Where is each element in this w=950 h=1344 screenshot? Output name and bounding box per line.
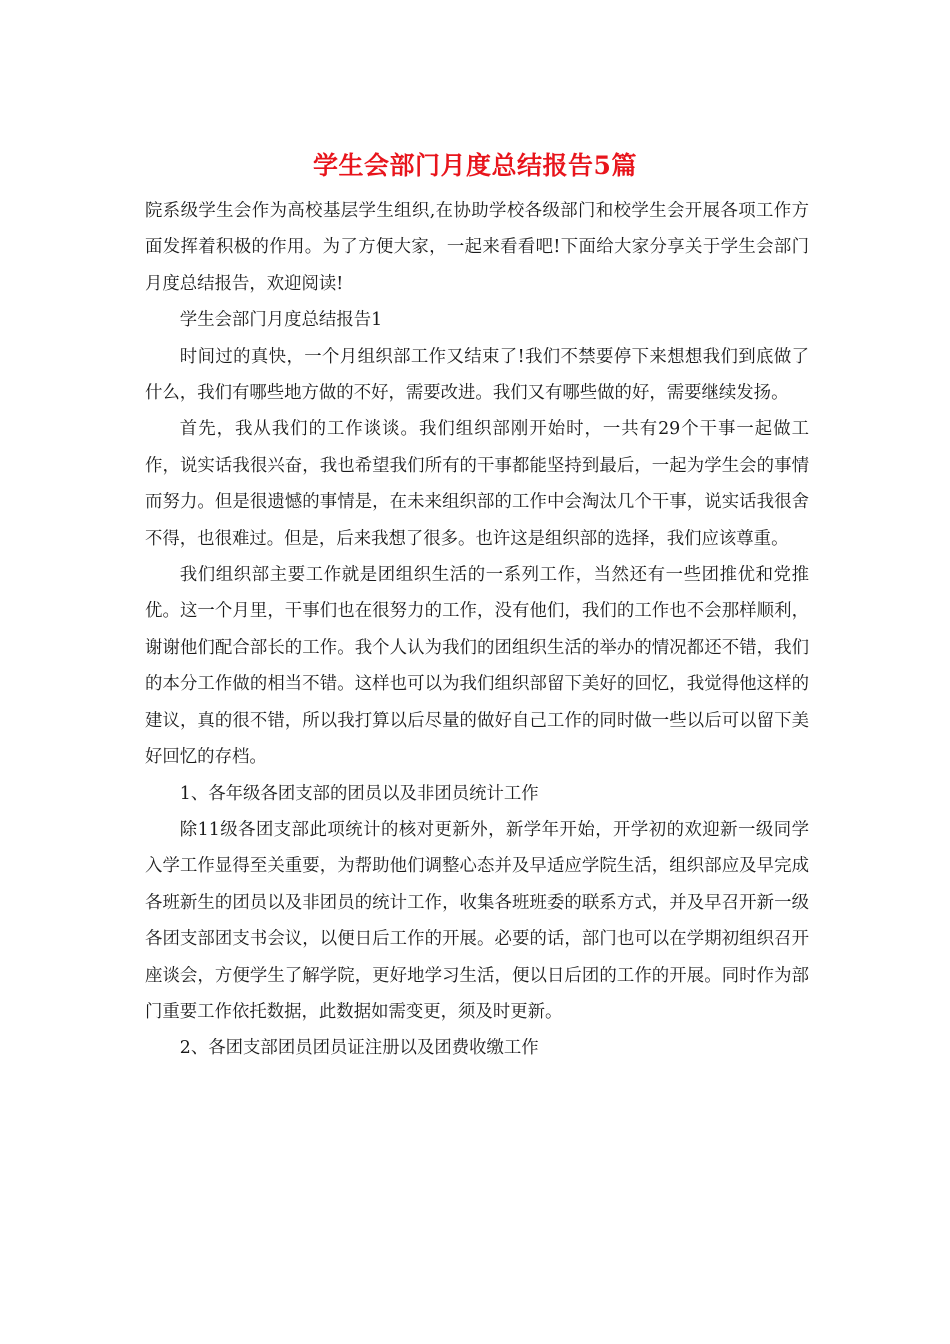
body-paragraph: 首先，我从我们的工作谈谈。我们组织部刚开始时，一共有29个干事一起做工作，说实话我很兴奋，我也希望我们所有的干事都能坚持到最后，一起为学生会的事情而努力。但是很遗憾的事情是，在未来组织部的工作中会淘汰几个干事，说实话我很舍不得，也很难过。但是，后来我想了很多。也许这是组织部的选择，我们应该尊重。 <box>145 419 809 549</box>
body-paragraph: 时间过的真快，一个月组织部工作又结束了!我们不禁要停下来想想我们到底做了什么，我们有哪些地方做的不好，需要改进。我们又有哪些做的好，需要继续发扬。 <box>145 346 809 404</box>
list-item-heading: 1、各年级各团支部的团员以及非团员统计工作 <box>179 783 539 804</box>
document-title: 学生会部门月度总结报告5篇 <box>313 151 637 180</box>
intro-paragraph: 院系级学生会作为高校基层学生组织,在协助学校各级部门和校学生会开展各项工作方面发挥着积极的作用。为了方便大家，一起来看看吧!下面给大家分享关于学生会部门月度总结报告，欢迎阅读! <box>145 201 809 294</box>
list-item-heading: 2、各团支部团员团员证注册以及团费收缴工作 <box>179 1038 539 1059</box>
section-heading-report-1: 学生会部门月度总结报告1 <box>179 310 383 331</box>
body-paragraph: 除11级各团支部此项统计的核对更新外，新学年开始，开学初的欢迎新一级同学入学工作显得至关重要，为帮助他们调整心态并及早适应学院生活，组织部应及早完成各班新生的团员以及非团员的统计工作，收集各班班委的联系方式，并及早召开新一级各团支部团支书会议，以便日后工作的开展。必要的话，部门也可以在学期初组织召开座谈会，方便学生了解学院，更好地学习生活，便以日后团的工作的开展。同时作为部门重要工作依托数据，此数据如需变更，须及时更新。 <box>145 819 809 1022</box>
document-body <box>145 193 809 1067</box>
body-paragraph: 我们组织部主要工作就是团组织生活的一系列工作，当然还有一些团推优和党推优。这一个月里，干事们也在很努力的工作，没有他们，我们的工作也不会那样顺利，谢谢他们配合部长的工作。我个人认为我们的团组织生活的举办的情况都还不错，我们的本分工作做的相当不错。这样也可以为我们组织部留下美好的回忆，我觉得他这样的建议，真的很不错，所以我打算以后尽量的做好自己工作的同时做一些以后可以留下美好回忆的存档。 <box>145 565 809 768</box>
